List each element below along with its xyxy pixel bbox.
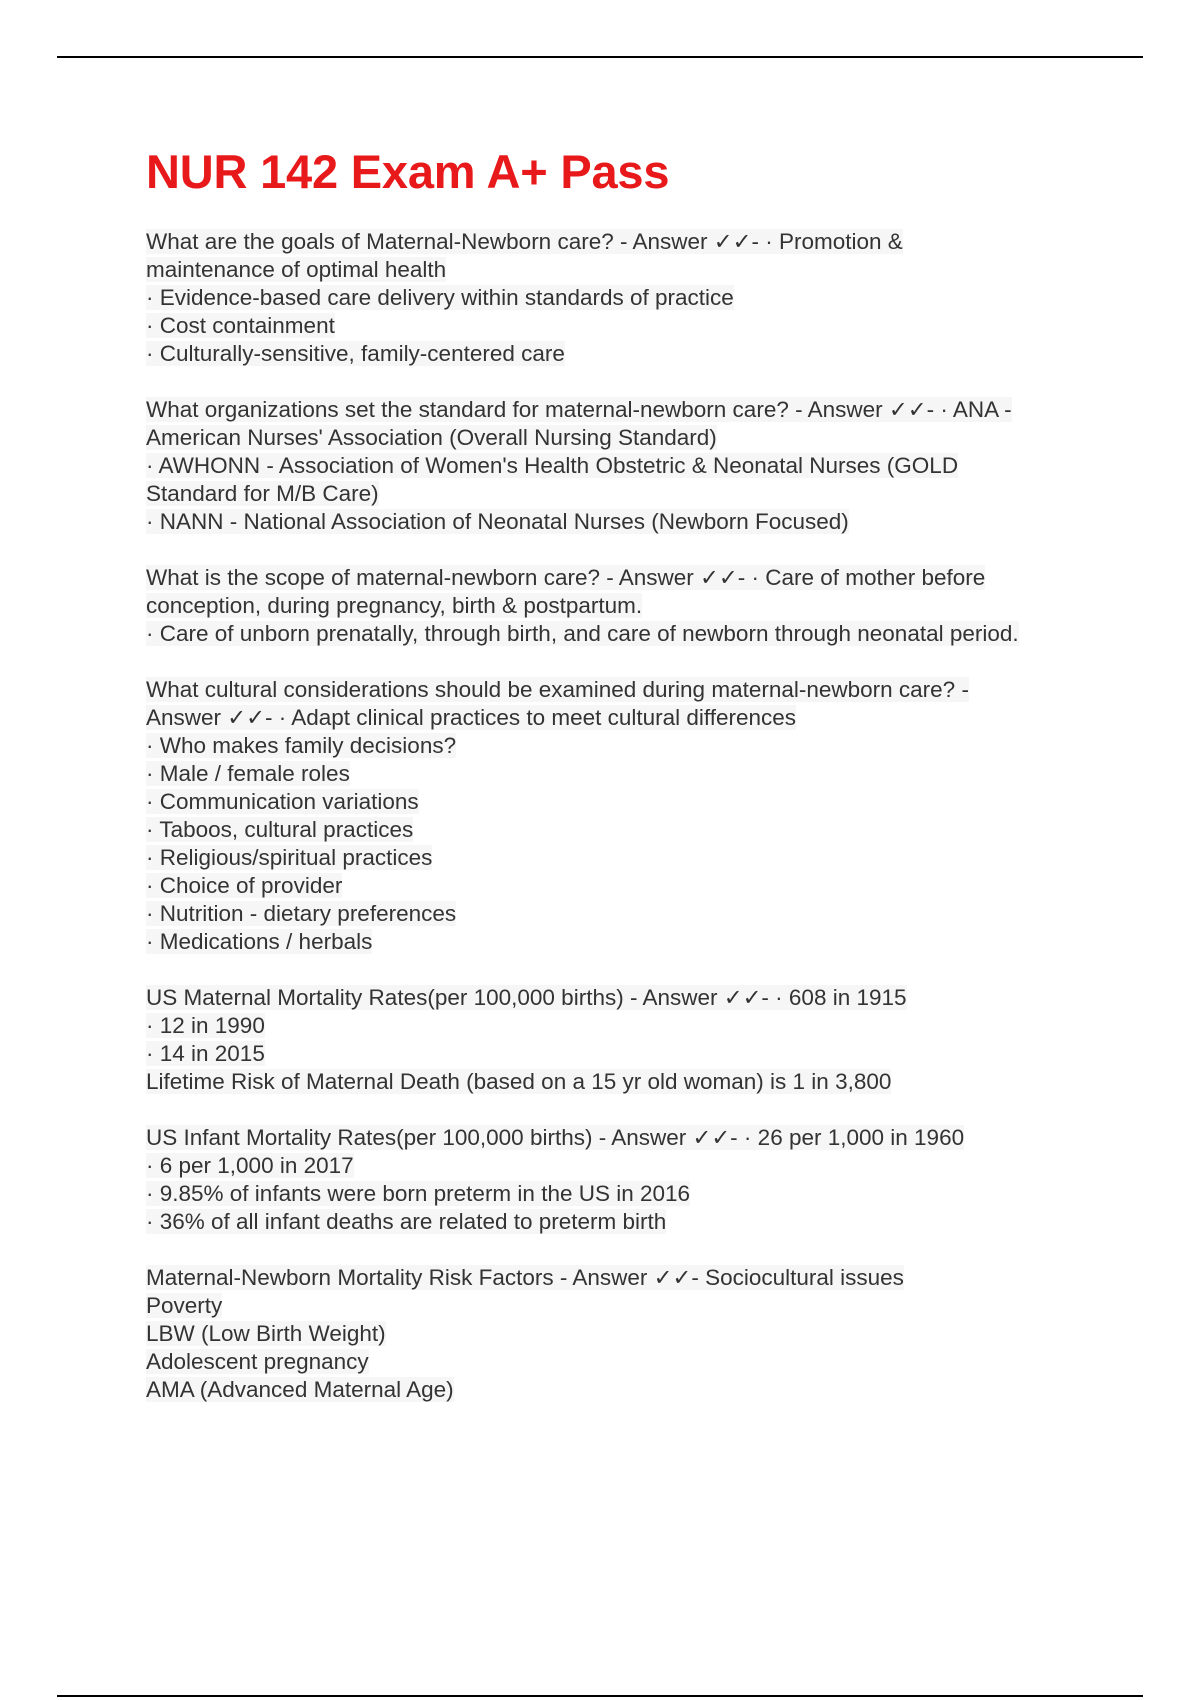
qa-line [146,1068,1146,1096]
qa-line-text: · Cost containment [146,313,335,338]
qa-block [146,676,1146,956]
qa-line [146,1348,1146,1376]
qa-line [146,900,1146,928]
qa-line-text: American Nurses' Association (Overall Nursing Standard) [146,425,717,450]
qa-line-text: · Taboos, cultural practices [146,817,414,842]
qa-line-text: What are the goals of Maternal-Newborn care? - Answer ✓✓- · Promotion & [146,229,903,254]
qa-line [146,844,1146,872]
qa-line [146,592,1146,620]
qa-line-text: · 36% of all infant deaths are related to preterm birth [146,1209,667,1234]
qa-line [146,1292,1146,1320]
qa-line-text: · Culturally-sensitive, family-centered care [146,341,565,366]
qa-line-text: · 6 per 1,000 in 2017 [146,1153,354,1178]
qa-line [146,816,1146,844]
qa-line [146,256,1146,284]
qa-line [146,676,1146,704]
qa-line [146,620,1146,648]
qa-line-text: · 12 in 1990 [146,1013,265,1038]
qa-line-text: · Choice of provider [146,873,343,898]
qa-line [146,480,1146,508]
qa-line-text: What cultural considerations should be examined during maternal-newborn care? - [146,677,969,702]
qa-line-text: Standard for M/B Care) [146,481,379,506]
qa-line-text: What is the scope of maternal-newborn care? - Answer ✓✓- · Care of mother before [146,565,986,590]
qa-line-text: · Evidence-based care delivery within standards of practice [146,285,734,310]
qa-line-text: · AWHONN - Association of Women's Health Obstetric & Neonatal Nurses (GOLD [146,453,959,478]
qa-line [146,928,1146,956]
qa-line-text: US Infant Mortality Rates(per 100,000 births) - Answer ✓✓- · 26 per 1,000 in 1960 [146,1125,965,1150]
qa-line [146,1152,1146,1180]
qa-line-text: · Who makes family decisions? [146,733,457,758]
qa-line-text: Adolescent pregnancy [146,1349,369,1374]
qa-line [146,228,1146,256]
qa-block [146,564,1146,648]
qa-line [146,732,1146,760]
qa-line [146,396,1146,424]
qa-line [146,1320,1146,1348]
qa-line [146,424,1146,452]
qa-line-text: · Nutrition - dietary preferences [146,901,457,926]
qa-block [146,984,1146,1096]
qa-block [146,1264,1146,1404]
qa-line [146,508,1146,536]
qa-line [146,1040,1146,1068]
qa-line [146,312,1146,340]
qa-line [146,340,1146,368]
qa-line-text: · 14 in 2015 [146,1041,265,1066]
qa-line-text: Maternal-Newborn Mortality Risk Factors - Answer ✓✓- Sociocultural issues [146,1265,904,1290]
qa-line-text: What organizations set the standard for maternal-newborn care? - Answer ✓✓- · ANA - [146,397,1012,422]
qa-line-text: · Care of unborn prenatally, through birth, and care of newborn through neonatal period. [146,621,1019,646]
qa-line [146,1264,1146,1292]
qa-line [146,452,1146,480]
qa-line [146,872,1146,900]
qa-line-text: Answer ✓✓- · Adapt clinical practices to meet cultural differences [146,705,797,730]
qa-line-text: · Communication variations [146,789,419,814]
document-title: NUR 142 Exam A+ Pass [146,145,670,198]
qa-line [146,704,1146,732]
qa-line-text: conception, during pregnancy, birth & postpartum. [146,593,643,618]
qa-line [146,564,1146,592]
qa-line [146,1012,1146,1040]
qa-line-text: · NANN - National Association of Neonatal Nurses (Newborn Focused) [146,509,849,534]
qa-line-text: Lifetime Risk of Maternal Death (based on a 15 yr old woman) is 1 in 3,800 [146,1069,892,1094]
qa-line [146,284,1146,312]
qa-line-text: · Religious/spiritual practices [146,845,433,870]
qa-block [146,1124,1146,1236]
qa-line [146,1376,1146,1404]
qa-line-text: · Medications / herbals [146,929,373,954]
qa-line [146,760,1146,788]
bottom-rule [57,1695,1143,1697]
document-body [146,142,1146,1432]
qa-block [146,228,1146,368]
qa-line-text: Poverty [146,1293,223,1318]
qa-line-text: · Male / female roles [146,761,350,786]
qa-line-text: LBW (Low Birth Weight) [146,1321,386,1346]
qa-line-text: AMA (Advanced Maternal Age) [146,1377,454,1402]
qa-line-text: · 9.85% of infants were born preterm in the US in 2016 [146,1181,691,1206]
qa-line [146,788,1146,816]
qa-line [146,984,1146,1012]
qa-line [146,1180,1146,1208]
qa-line [146,1124,1146,1152]
qa-line [146,1208,1146,1236]
qa-block [146,396,1146,536]
qa-line-text: maintenance of optimal health [146,257,447,282]
qa-list [146,228,1146,1404]
top-rule [57,56,1143,58]
qa-line-text: US Maternal Mortality Rates(per 100,000 births) - Answer ✓✓- · 608 in 1915 [146,985,907,1010]
